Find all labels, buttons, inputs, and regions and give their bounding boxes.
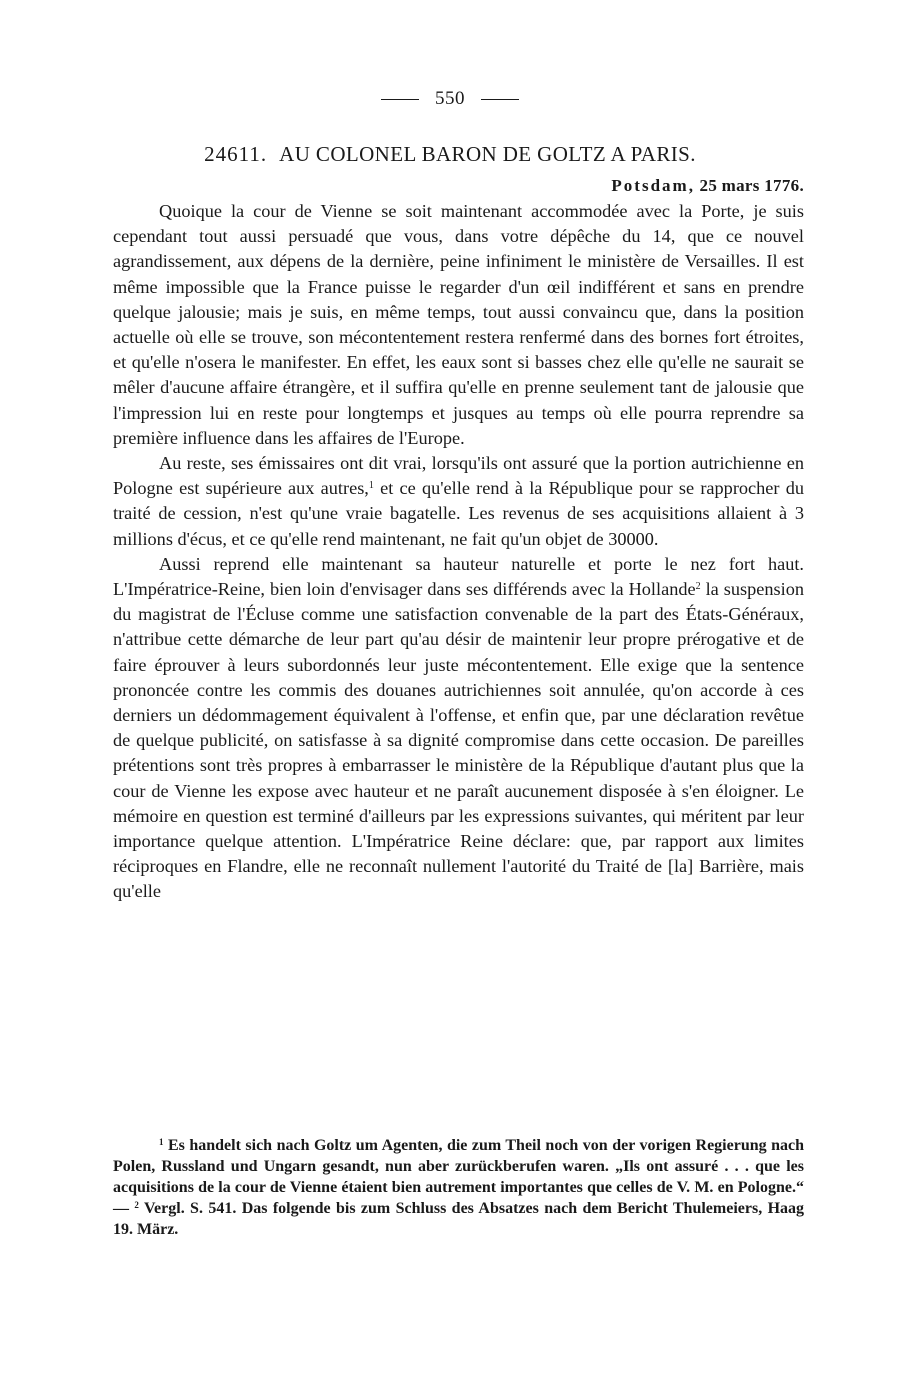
footnotes — [113, 1135, 804, 1240]
paragraph-2-text-b: et ce qu'elle rend à la République pour se rapprocher du traité de cession, n'est qu'une vraie bagatelle. Les revenus de ses acquisitions allaient à 3 millions d'écus, et ce qu'elle rend maintenant, ne fait qu'un objet de 30000. — [113, 478, 805, 549]
page-number — [0, 88, 900, 110]
letter-heading — [0, 142, 900, 167]
page-number-right-rule — [481, 99, 519, 100]
dateline — [611, 176, 804, 196]
paragraph-3-text-b: la suspension du magistrat de l'Écluse comme une satisfaction convenable de la part des États-Généraux, n'attribue cette démarche de leur part qu'au désir de maintenir leur propre prérogative et de faire éprouver à leurs subordonnés leur juste mécontentement. Elle exige que la sentence prononcée contre les commis des douanes autrichiennes soit annulée, qu'on accorde à ces derniers un dédommagement équivalent à l'offense, et enfin que, par une déclaration revêtue de quelque publicité, on satisfasse à sa dignité compromise dans cette occasion. De pareilles prétentions sont très propres à embarrasser le ministère de la République d'autant plus que la cour de Vienne les expose avec hauteur et ne paraît aucunement disposée à s'en éloigner. Le mémoire en question est terminé d'ailleurs par les expressions suivantes, qui méritent par leur importance quelque attention. L'Impératrice Reine déclare: que, par rapport aux limites réciproques en Flandre, elle ne reconnaît nullement l'autorité du Traité de [la] Barrière, mais qu'elle — [113, 579, 804, 902]
footnote-ref-1: 1 — [368, 480, 374, 492]
letter-number: 24611. — [204, 142, 268, 166]
paragraph-2-text-a: Au reste, ses émissaires ont dit vrai, lorsqu'ils ont assuré que la portion autrichienne en Pologne est supérieure aux autres, — [113, 453, 804, 499]
footnote-1-mark: 1 — [159, 1137, 164, 1147]
paragraph-3 — [113, 552, 804, 905]
dateline-place: Potsdam, — [611, 176, 695, 195]
page-number-value: 550 — [435, 88, 465, 109]
footnote-ref-2: 2 — [695, 581, 701, 593]
paragraph-1: Quoique la cour de Vienne se soit maintenant accommodée avec la Porte, je suis cependant tout aussi persuadé que vous, dans votre dépêche du 14, que ce nouvel agrandissement, aux dépens de la dernière, peine infiniment le ministère de Versailles. Il est même impossible que la France puisse le regarder d'un œil indifférent et sans en prendre quelque jalousie; mais je suis, en même temps, tout aussi convaincu que, dans la position actuelle où elle se trouve, son mécontentement restera renfermé dans des bornes fort étroites, et qu'elle n'osera le manifester. En effet, les eaux sont si basses chez elle qu'elle ne saurait se mêler d'aucune affaire étrangère, et il suffira qu'elle en prenne seulement tant de jalousie que l'impression lui en reste pour longtemps et jusques au temps où elle pourra reprendre sa première influence dans les affaires de l'Europe. — [113, 201, 804, 448]
page-number-left-rule — [381, 99, 419, 100]
paragraph-3-text-a: Aussi reprend elle maintenant sa hauteur naturelle et porte le nez fort haut. L'Impératrice-Reine, bien loin d'envisager dans ses différends avec la Hollande — [113, 553, 804, 600]
paragraph-2 — [113, 451, 804, 552]
footnote-1-text: Es handelt sich nach Goltz um Agenten, die zum Theil noch von der vorigen Regierung nach Polen, Russland und Ungarn gesandt, nun aber zurückberufen waren. „Ils ont assuré . . . que les acquisitions de la cour de Vienne étaient bien autrement importantes que celles de V. M. en Pologne.“ — — [113, 1137, 804, 1217]
letter-title: AU COLONEL BARON DE GOLTZ A PARIS. — [279, 142, 696, 166]
letter-body — [113, 199, 804, 905]
dateline-date: 25 mars 1776. — [699, 176, 804, 195]
footnote-2-text: Vergl. S. 541. Das folgende bis zum Schluss des Absatzes nach dem Bericht Thulemeiers, Haag 19. März. — [113, 1200, 805, 1238]
footnote-block — [113, 1135, 804, 1240]
footnote-2-mark: 2 — [134, 1200, 139, 1210]
